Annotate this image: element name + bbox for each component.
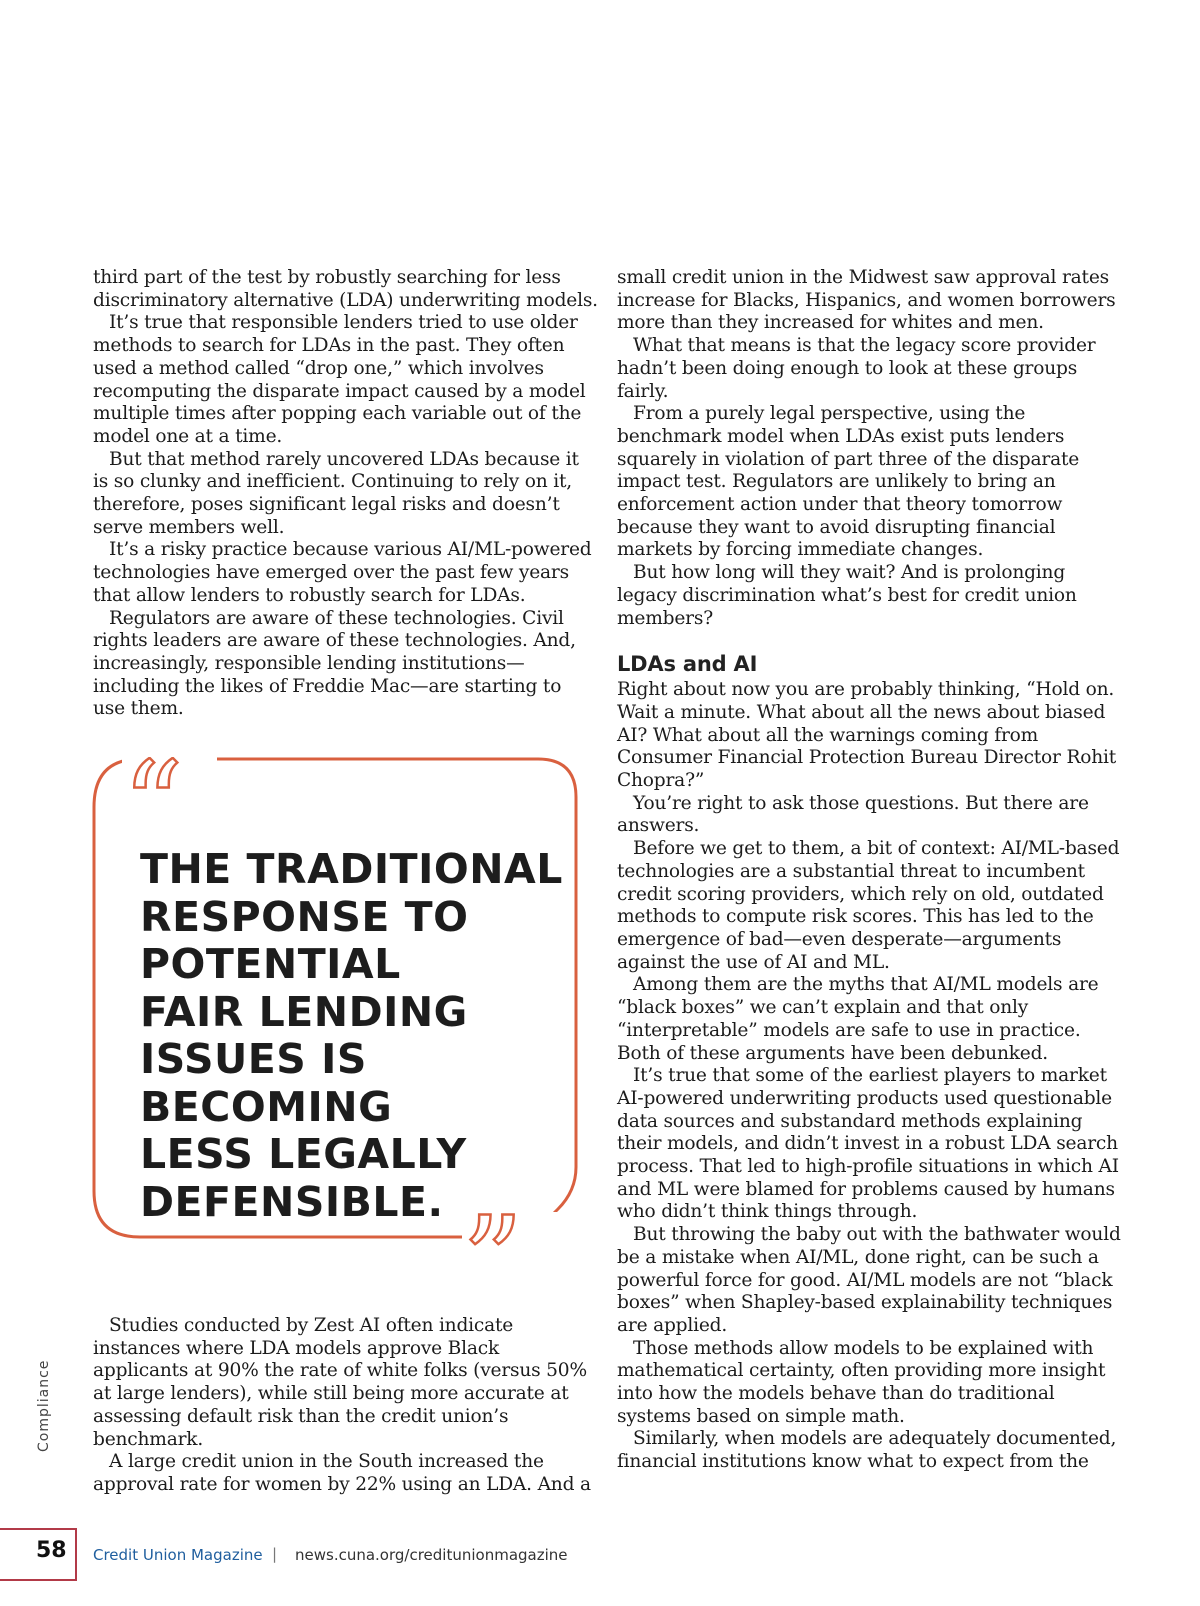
pull-quote-text <box>140 846 580 1226</box>
paragraph: Similarly, when models are adequately documented, financial institutions know what to expect from the <box>617 1428 1117 1473</box>
pull-quote-line: DEFENSIBLE. <box>140 1177 444 1226</box>
pull-quote-line: BECOMING <box>140 1082 393 1131</box>
page-footer <box>0 1528 1200 1584</box>
paragraph: Studies conducted by Zest AI often indicate instances where LDA models approve Black applicants at 90% the rate of white folks (versus 50% at large lenders), while still being more accurate at assessing default risk than the credit union’s benchmark. <box>93 1315 587 1450</box>
right-column <box>617 267 1127 1474</box>
svg-text:”: ” <box>462 1192 524 1269</box>
paragraph: third part of the test by robustly searching for less discriminatory alternative (LDA) underwriting models. <box>93 267 598 311</box>
paragraph: What that means is that the legacy score provider hadn’t been doing enough to look at these groups fairly. <box>617 335 1096 402</box>
paragraph: It’s a risky practice because various AI/ML-powered technologies have emerged over the past few years that allow lenders to robustly search for LDAs. <box>93 539 592 606</box>
footer-separator: | <box>272 1545 278 1563</box>
left-column-top <box>93 267 598 721</box>
paragraph: You’re right to ask those questions. But there are answers. <box>617 792 1089 837</box>
paragraph: Before we get to them, a bit of context: AI/ML-based technologies are a substantial threat to incumbent credit scoring providers, which rely on old, outdated methods to compute risk scores. This has led to the emergence of bad—even desperate—arguments against the use of AI and ML. <box>617 838 1120 973</box>
paragraph: But how long will they wait? And is prolonging legacy discrimination what’s best for credit union members? <box>617 562 1077 629</box>
pull-quote-line: RESPONSE TO <box>140 892 469 941</box>
pull-quote-line: LESS LEGALLY <box>140 1130 467 1178</box>
svg-text:“: “ <box>122 757 184 876</box>
magazine-name: Credit Union Magazine <box>93 1546 263 1564</box>
pull-quote-line: POTENTIAL <box>140 940 401 988</box>
paragraph: Among them are the myths that AI/ML models are “black boxes” we can’t explain and that only “interpretable” models are safe to use in practice. Both of these arguments have been debunked. <box>617 974 1099 1064</box>
paragraph: Right about now you are probably thinking, “Hold on. Wait a minute. What about all the news about biased AI? What about all the warnings coming from Consumer Financial Protection Bureau Director Rohit Chopra?” <box>617 679 1117 792</box>
paragraph: Regulators are aware of these technologies. Civil rights leaders are aware of these technologies. And, increasingly, responsible lending institutions—including the likes of Freddie Mac—are starting to use them. <box>93 607 576 720</box>
section-subhead: LDAs and AI <box>617 652 758 677</box>
section-label: Compliance <box>36 1359 52 1452</box>
left-column-bottom <box>93 1315 598 1497</box>
paragraph: small credit union in the Midwest saw approval rates increase for Blacks, Hispanics, and women borrowers more than they increased for whites and men. <box>617 267 1116 334</box>
pull-quote-line: THE TRADITIONAL <box>140 845 563 893</box>
paragraph: But that method rarely uncovered LDAs because it is so clunky and inefficient. Continuing to rely on it, therefore, poses significant legal risks and doesn’t serve members well. <box>93 448 579 538</box>
pull-quote-line: FAIR LENDING <box>140 987 468 1036</box>
paragraph: Those methods allow models to be explained with mathematical certainty, often providing more insight into how the models behave than do traditional systems based on simple math. <box>617 1337 1106 1427</box>
paragraph: It’s true that responsible lenders tried to use older methods to search for LDAs in the past. They often used a method called “drop one,” which involves recomputing the disparate impact caused by a model multiple times after popping each variable out of the model one at a time. <box>93 312 586 447</box>
paragraph: It’s true that some of the earliest players to market AI-powered underwriting products used questionable data sources and substandard methods explaining their models, and didn’t invest in a robust LDA search process. That led to high-profile situations in which AI and ML were blamed for problems caused by humans who didn’t think things through. <box>617 1065 1119 1223</box>
paragraph: From a purely legal perspective, using the benchmark model when LDAs exist puts lenders squarely in violation of part three of the disparate impact test. Regulators are unlikely to bring an enforcement action under that theory tomorrow because they want to avoid disrupting financial markets by forcing immediate changes. <box>617 403 1080 561</box>
pull-quote-line: ISSUES IS <box>140 1035 367 1083</box>
magazine-url: news.cuna.org/creditunionmagazine <box>295 1546 568 1564</box>
paragraph: But throwing the baby out with the bathwater would be a mistake when AI/ML, done right, can be such a powerful force for good. AI/ML models are not “black boxes” when Shapley-based explainability techniques are applied. <box>617 1224 1121 1336</box>
paragraph: A large credit union in the South increased the approval rate for women by 22% using an LDA. And a <box>93 1451 591 1495</box>
page-number: 58 <box>36 1538 67 1563</box>
